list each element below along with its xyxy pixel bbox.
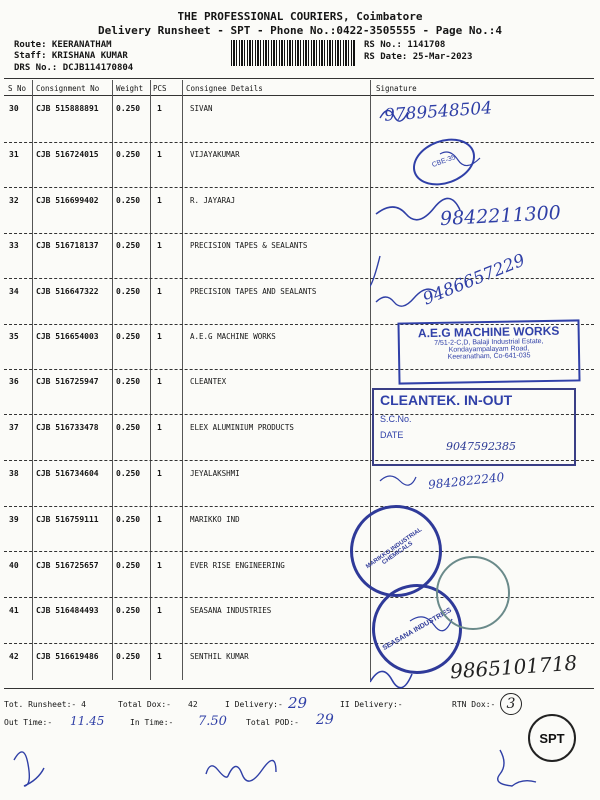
row-weight: 0.250 [116,652,141,661]
col-divider [182,80,183,680]
staff-label: Staff: KRISHANA KUMAR [14,51,128,61]
row-weight: 0.250 [116,377,141,386]
row-sno: 40 [9,561,19,570]
barcode [231,40,355,66]
row-pcs: 1 [157,423,162,432]
row-consignment: CJB 516619486 [36,652,99,661]
company-stamp [397,319,580,384]
col-divider [112,80,113,680]
i-delivery-value: 29 [288,694,308,712]
row-sno: 32 [9,196,19,205]
round-stamp: CBE-35 [406,130,481,193]
stamp-line: Keeranatham, Co-641-035 [447,352,531,361]
row-consignment: CJB 516484493 [36,606,99,615]
row-pcs: 1 [157,515,162,524]
runsheet-subtitle: Delivery Runsheet - SPT - Phone No.:0422-3505555 - Page No.:4 [98,24,502,37]
total-dox-label: Total Dox:- [118,700,171,709]
round-stamp: SEASANA INDUSTRIES [356,568,479,691]
row-consignee: MARIKKO IND [190,515,240,524]
faded-round-stamp [436,556,510,630]
row-sno: 31 [9,150,19,159]
stamp-field: DATE [380,430,404,440]
row-pcs: 1 [157,606,162,615]
row-weight: 0.250 [116,561,141,570]
row-consignment: CJB 516699402 [36,196,99,205]
row-weight: 0.250 [116,196,141,205]
tot-runsheet: Tot. Runsheet:- 4 [4,700,86,709]
row-weight: 0.250 [116,515,141,524]
row-consignment: CJB 516654003 [36,332,99,341]
row-pcs: 1 [157,150,162,159]
row-consignee: SIVAN [190,104,213,113]
i-delivery-label: I Delivery:- [225,700,283,709]
row-weight: 0.250 [116,469,141,478]
total-dox-value: 42 [188,700,198,709]
col-header-consignment: Consignment No [36,84,100,93]
row-consignee: SENTHIL KUMAR [190,652,249,661]
company-title: THE PROFESSIONAL COURIERS, Coimbatore [177,10,423,23]
row-sno: 37 [9,423,19,432]
col-header-pcs: PCS [153,84,167,93]
row-consignment: CJB 515888891 [36,104,99,113]
row-consignee: R. JAYARAJ [190,196,236,205]
rs-date: RS Date: 25-Mar-2023 [364,52,473,62]
row-consignment: CJB 516725947 [36,377,99,386]
drs-label: DRS No.: DCJB114170804 [14,63,134,73]
handwritten-phone: 9865101718 [449,650,578,684]
col-divider [32,80,33,680]
row-pcs: 1 [157,377,162,386]
row-weight: 0.250 [116,423,141,432]
ii-delivery-label: II Delivery:- [340,700,403,709]
row-pcs: 1 [157,332,162,341]
col-divider [150,80,151,680]
row-consignee: VIJAYAKUMAR [190,150,240,159]
handwritten-phone: 9789548504 [383,98,493,126]
row-pcs: 1 [157,196,162,205]
row-consignment: CJB 516647322 [36,287,99,296]
col-header-weight: Weight [116,84,144,93]
in-time-label: In Time:- [130,718,174,727]
row-pcs: 1 [157,241,162,250]
row-consignment: CJB 516725657 [36,561,99,570]
row-consignment: CJB 516734604 [36,469,99,478]
total-pod-value: 29 [316,712,334,728]
row-weight: 0.250 [116,287,141,296]
col-header-signature: Signature [376,84,417,93]
row-consignee: JEYALAKSHMI [190,469,240,478]
row-weight: 0.250 [116,241,141,250]
row-consignee: ELEX ALUMINIUM PRODUCTS [190,423,294,432]
rtn-dox-value: 3 [500,693,522,715]
table-top-rule [4,78,594,79]
row-sno: 36 [9,377,19,386]
row-consignee: A.E.G MACHINE WORKS [190,332,276,341]
col-header-consignee: Consignee Details [186,84,263,93]
row-sno: 34 [9,287,19,296]
row-consignee: CLEANTEX [190,377,227,386]
row-sno: 33 [9,241,19,250]
row-consignee: SEASANA INDUSTRIES [190,606,272,615]
row-sno: 35 [9,332,19,341]
stamp-line: 7/51-2-C,D, Balaji Industrial Estate, [434,338,544,347]
row-sno: 39 [9,515,19,524]
stamp-title: A.E.G MACHINE WORKS [417,323,560,341]
row-sno: 30 [9,104,19,113]
row-consignment: CJB 516733478 [36,423,99,432]
row-consignee: PRECISION TAPES AND SEALANTS [190,287,317,296]
handwritten-phone: 9842822240 [427,470,505,492]
row-weight: 0.250 [116,150,141,159]
handwritten-phone: 9842211300 [439,201,562,231]
row-pcs: 1 [157,469,162,478]
round-stamp: MARIKKO INDUSTRIAL CHEMICALS [332,487,460,615]
footer-signatures-icon [0,740,600,800]
stamp-field: S.C.No. [380,414,412,424]
row-weight: 0.250 [116,332,141,341]
route-label: Route: KEERANATHAM [14,40,112,50]
stamp-title: CLEANTEK. IN-OUT [380,392,513,408]
row-consignment: CJB 516718137 [36,241,99,250]
in-time-value: 7.50 [198,714,227,729]
row-sno: 38 [9,469,19,478]
row-sno: 42 [9,652,19,661]
handwritten-phone: 9486657229 [420,250,528,310]
row-consignment: CJB 516724015 [36,150,99,159]
col-header-sno: S No [8,84,27,93]
row-consignee: EVER RISE ENGINEERING [190,561,285,570]
stamp-line: Kondayampalayam Road, [448,345,530,354]
out-time-label: Out Time:- [4,718,53,727]
row-pcs: 1 [157,652,162,661]
company-stamp [372,388,576,466]
handwritten-phone: 9047592385 [446,440,516,453]
total-pod-label: Total POD:- [246,718,299,727]
row-sno: 41 [9,606,19,615]
row-pcs: 1 [157,561,162,570]
row-consignee: PRECISION TAPES & SEALANTS [190,241,308,250]
row-weight: 0.250 [116,104,141,113]
rtn-dox-label: RTN Dox:- [452,700,496,709]
out-time-value: 11.45 [70,714,105,728]
row-consignment: CJB 516759111 [36,515,99,524]
row-pcs: 1 [157,287,162,296]
rs-number: RS No.: 1141708 [364,40,446,50]
spt-stamp: SPT [528,714,576,762]
row-pcs: 1 [157,104,162,113]
row-weight: 0.250 [116,606,141,615]
